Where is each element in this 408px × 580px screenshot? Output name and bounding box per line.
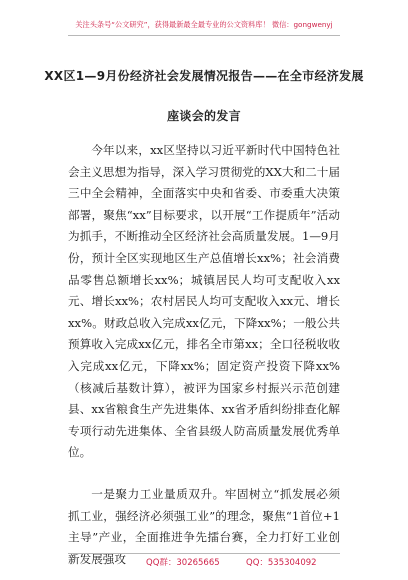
document-title-line-2: 座谈会的发言 — [167, 109, 241, 123]
header-notice: 关注头条号“公文研究”，获得最新最全最专业的公文资料库！ 微信：gongwenyj — [75, 20, 333, 29]
footer-qq-contact: QQ：535304092 — [246, 558, 317, 568]
body-paragraph-2: 一是聚力工业量质双升。牢固树立“抓发展必须抓工业，强经济必须强工业”的理念，聚焦“1首位+1主导”产业，全面推进争先擂台赛，全力打好工业创新发展强攻 — [68, 487, 340, 566]
header-divider — [68, 35, 340, 36]
footer-qq-group: QQ群：30265665 — [146, 558, 220, 568]
body-paragraph-1: 今年以来，xx区坚持以习近平新时代中国特色社会主义思想为指导，深入学习贯彻党的XX大和二十届三中全会精神，全面落实中央和省委、市委重大决策部署，聚焦“xx”目标要求，以开展“工作提质年”活动为抓手，不断推动全区经济社会高质量发展。1—9月份，预计全区实现地区生产总值增长xx%；社会消费品零售总额增长xx%；城镇居民人均可支配收入xx元、增长xx%；农村居民人均可支配收入xx元、增长xx%。财政总收入完成xx亿元，下降xx%；一般公共预算收入完成xx亿元，排名全市第xx；全口径税收收入完成xx亿元，下降xx%；固定资产投资下降xx%（核减后基数计算），被评为国家乡村振兴示范创建县、xx省粮食生产先进集体、xx省矛盾纠纷排查化解专项行动先进集体、全省县级人防高质量发展优秀单位。 — [68, 143, 340, 460]
footer-divider — [68, 553, 340, 554]
document-title-line-1: XX区1—9月份经济社会发展情况报告——在全市经济发展 — [44, 69, 364, 83]
